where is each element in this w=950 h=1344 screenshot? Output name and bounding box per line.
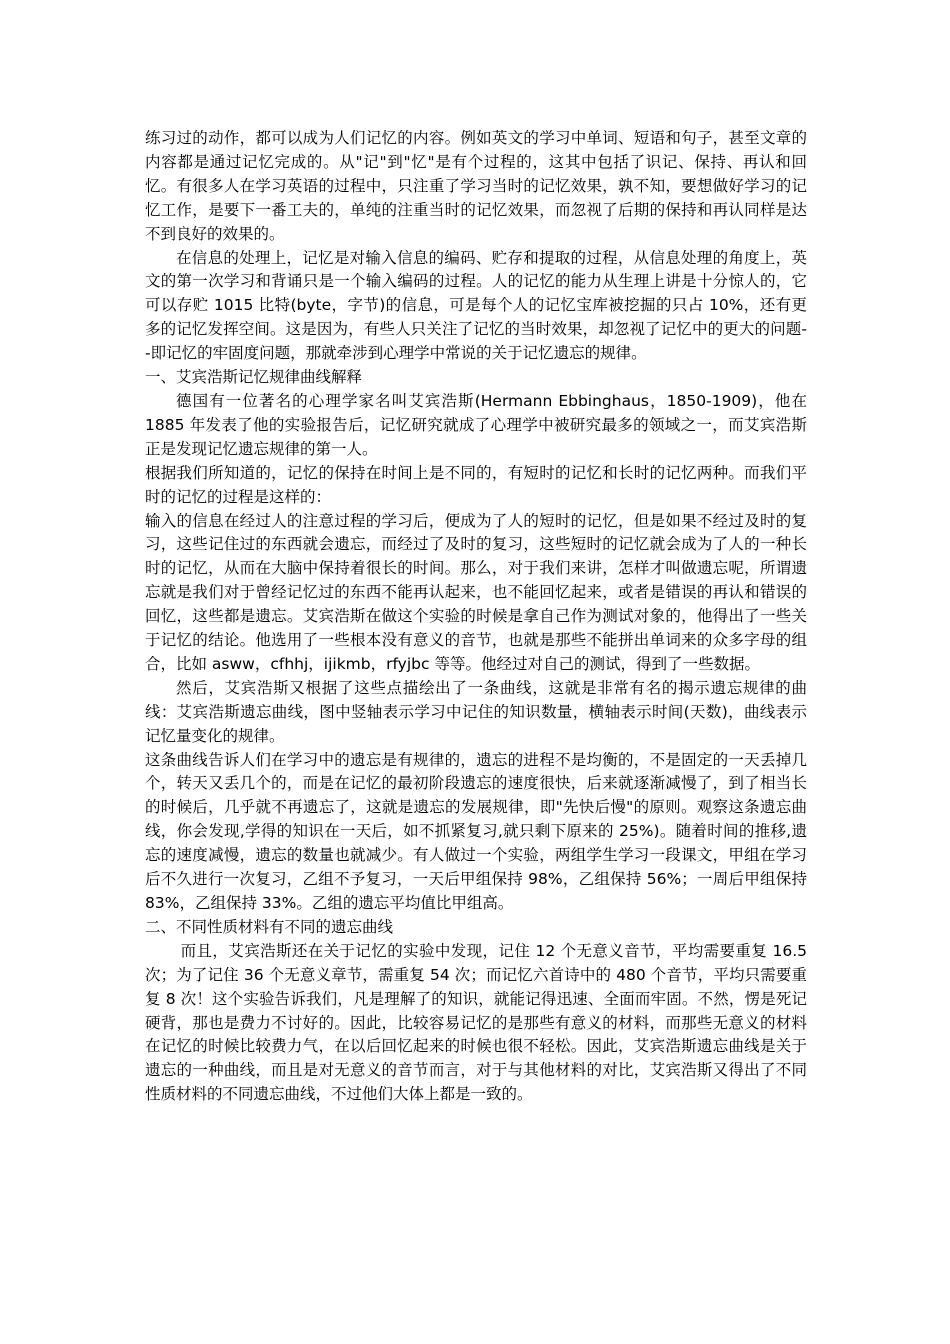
- section-heading-ebbinghaus-curve: 一、艾宾浩斯记忆规律曲线解释: [145, 368, 363, 387]
- paragraph-memory-content: 练习过的动作，都可以成为人们记忆的内容。例如英文的学习中单词、短语和句子，甚至文章的内容都是通过记忆完成的。从"记"到"忆"是有个过程的，这其中包括了识记、保持、再认和回忆。有很多人在学习英语的过程中，只注重了学习当时的记忆效果，孰不知，要想做好学习的记忆工作，是要下一番工夫的，单纯的注重当时的记忆效果，而忽视了后期的保持和再认同样是达不到良好的效果的。: [145, 129, 807, 243]
- paragraph-memory-types: 根据我们所知道的，记忆的保持在时间上是不同的，有短时的记忆和长时的记忆两种。而我们平时的记忆的过程是这样的：: [145, 463, 807, 506]
- paragraph-ebbinghaus-intro: 德国有一位著名的心理学家名叫艾宾浩斯(Hermann Ebbinghaus，1850-1909)，他在 1885 年发表了他的实验报告后，记忆研究就成了心理学中被研究最多的领域之一，而艾宾浩斯正是发现记忆遗忘规律的第一人。: [145, 391, 807, 458]
- section-heading-material-types: 二、不同性质材料有不同的遗忘曲线: [145, 917, 394, 936]
- paragraph-information-processing: 在信息的处理上，记忆是对输入信息的编码、贮存和提取的过程，从信息处理的角度上，英文的第一次学习和背诵只是一个输入编码的过程。人的记忆的能力从生理上讲是十分惊人的，它可以存贮 1015 比特(byte，字节)的信息，可是每个人的记忆宝库被挖掘的只占 10%，还有更多的记忆发挥空间。这是因为，有些人只关注了记忆的当时效果，却忽视了记忆中的更大的问题--即记忆的牢固度问题，那就牵涉到心理学中常说的关于记忆遗忘的规律。: [145, 248, 807, 363]
- document-body: [145, 127, 807, 1107]
- paragraph-forgetting-process: 输入的信息在经过人的注意过程的学习后，便成为了人的短时的记忆，但是如果不经过及时的复习，这些记住过的东西就会遗忘，而经过了及时的复习，这些短时的记忆就会成为了人的一种长时的记忆，从而在大脑中保持着很长的时间。那么，对于我们来讲，怎样才叫做遗忘呢，所谓遗忘就是我们对于曾经记忆过的东西不能再认起来，也不能回忆起来，或者是错误的再认和错误的回忆，这些都是遗忘。艾宾浩斯在做这个实验的时候是拿自己作为测试对象的，他得出了一些关于记忆的结论。他选用了一些根本没有意义的音节，也就是那些不能拼出单词来的众多字母的组合，比如 asww，cfhhj，ijikmb，rfyjbc 等等。他经过对自己的测试，得到了一些数据。: [145, 511, 807, 673]
- paragraph-meaningful-material: 而且，艾宾浩斯还在关于记忆的实验中发现，记住 12 个无意义音节，平均需要重复 16.5 次；为了记住 36 个无意义章节，需重复 54 次；而记忆六首诗中的 480 个音节，平均只需要重复 8 次！这个实验告诉我们，凡是理解了的知识，就能记得迅速、全面而牢固。不然，愣是死记硬背，那也是费力不讨好的。因此，比较容易记忆的是那些有意义的材料，而那些无意义的材料在记忆的时候比较费力气，在以后回忆起来的时候也很不轻松。因此，艾宾浩斯遗忘曲线是关于遗忘的一种曲线，而且是对无意义的音节而言，对于与其他材料的对比，艾宾浩斯又得出了不同性质材料的不同遗忘曲线，不过他们大体上都是一致的。: [145, 941, 807, 1104]
- paragraph-forgetting-curve: 然后，艾宾浩斯又根据了这些点描绘出了一条曲线，这就是非常有名的揭示遗忘规律的曲线：艾宾浩斯遗忘曲线，图中竖轴表示学习中记住的知识数量，横轴表示时间(天数)，曲线表示记忆量变化的规律。: [145, 678, 807, 745]
- paragraph-curve-rules: 这条曲线告诉人们在学习中的遗忘是有规律的，遗忘的进程不是均衡的，不是固定的一天丢掉几个，转天又丢几个的，而是在记忆的最初阶段遗忘的速度很快，后来就逐渐减慢了，到了相当长的时候后，几乎就不再遗忘了，这就是遗忘的发展规律，即"先快后慢"的原则。观察这条遗忘曲线，你会发现,学得的知识在一天后，如不抓紧复习,就只剩下原来的 25%)。随着时间的推移,遗忘的速度减慢，遗忘的数量也就减少。有人做过一个实验，两组学生学习一段课文，甲组在学习后不久进行一次复习，乙组不予复习，一天后甲组保持 98%，乙组保持 56%；一周后甲组保持 83%，乙组保持 33%。乙组的遗忘平均值比甲组高。: [145, 750, 807, 912]
